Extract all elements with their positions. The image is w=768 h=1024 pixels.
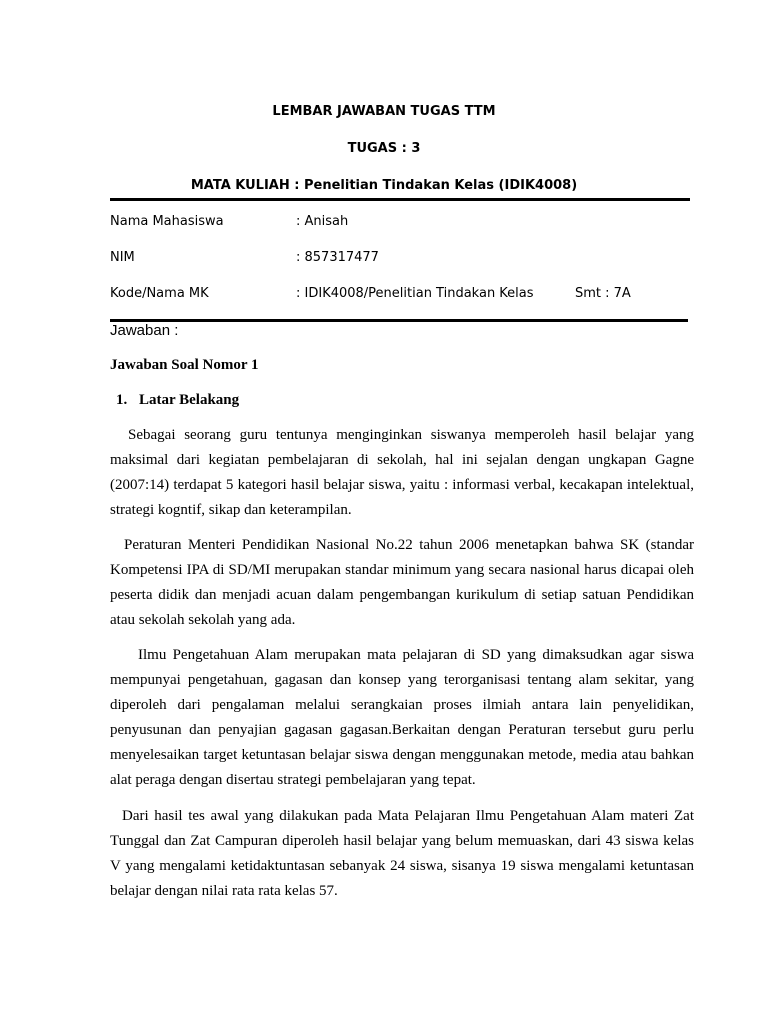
info-row-nim: [110, 250, 690, 266]
top-divider: [110, 198, 690, 201]
info-value-course: : IDIK4008/Penelitian Tindakan Kelas: [296, 286, 534, 301]
info-label-nim: NIM: [110, 250, 135, 265]
document-title: LEMBAR JAWABAN TUGAS TTM: [272, 104, 496, 119]
paragraph-3: Ilmu Pengetahuan Alam merupakan mata pelajaran di SD yang dimaksudkan agar siswa mempunyai pengetahuan, gagasan dan konsep yang terorganisasi tentang alam sekitar, yang diperoleh dari pengalaman melalui serangkaian proses ilmiah antara lain penyelidikan, penyusunan dan penyajian gagasan gagasan.Berkaitan dengan Peraturan tersebut guru perlu menyelesaikan target ketuntasan belajar siswa dengan menggunakan metode, media atau bahkan alat peraga dengan disertau strategi pembelajaran yang tepat.: [110, 647, 694, 788]
info-row-course: [110, 286, 690, 302]
info-value-nim: : 857317477: [296, 250, 379, 265]
info-label-course: Kode/Nama MK: [110, 286, 209, 301]
paragraph-1: Sebagai seorang guru tentunya menginginkan siswanya memperoleh hasil belajar yang maksimal dari kegiatan pembelajaran di sekolah, hal ini sejalan dengan ungkapan Gagne (2007:14) terdapat 5 kategori hasil belajar siswa, yaitu : informasi verbal, kecakapan intelektual, strategi kogntif, sikap dan keterampilan.: [110, 427, 694, 518]
paragraph-4: Dari hasil tes awal yang dilakukan pada Mata Pelajaran Ilmu Pengetahuan Alam materi Zat Tunggal dan Zat Campuran diperoleh hasil belajar yang belum memuaskan, dari 43 siswa kelas V yang mengalami ketidaktuntasan sebanyak 24 siswa, sisanya 19 siswa mengalami ketuntasan belajar dengan nilai rata rata kelas 57.: [110, 808, 694, 899]
course-title: MATA KULIAH : Penelitian Tindakan Kelas (IDIK4008): [190, 178, 578, 193]
paragraph-2: Peraturan Menteri Pendidikan Nasional No.22 tahun 2006 menetapkan bahwa SK (standar Kompetensi IPA di SD/MI merupakan standar minimum yang secara nasional harus dicapai oleh peserta didik dan menjadi acuan dalam pengembangan kurikulum di setiap satuan Pendidikan atau sekolah sekolah yang ada.: [110, 537, 694, 628]
info-row-name: [110, 214, 690, 230]
task-number: TUGAS : 3: [347, 141, 421, 156]
section-title: Latar Belakang: [139, 392, 240, 408]
info-value-name: : Anisah: [296, 214, 349, 229]
info-label-name: Nama Mahasiswa: [110, 214, 224, 229]
answer-label: Jawaban :: [110, 322, 179, 339]
bottom-divider: [110, 319, 688, 322]
info-semester: Smt : 7A: [575, 286, 631, 301]
question-heading: Jawaban Soal Nomor 1: [110, 357, 259, 373]
section-number: 1.: [116, 392, 128, 408]
